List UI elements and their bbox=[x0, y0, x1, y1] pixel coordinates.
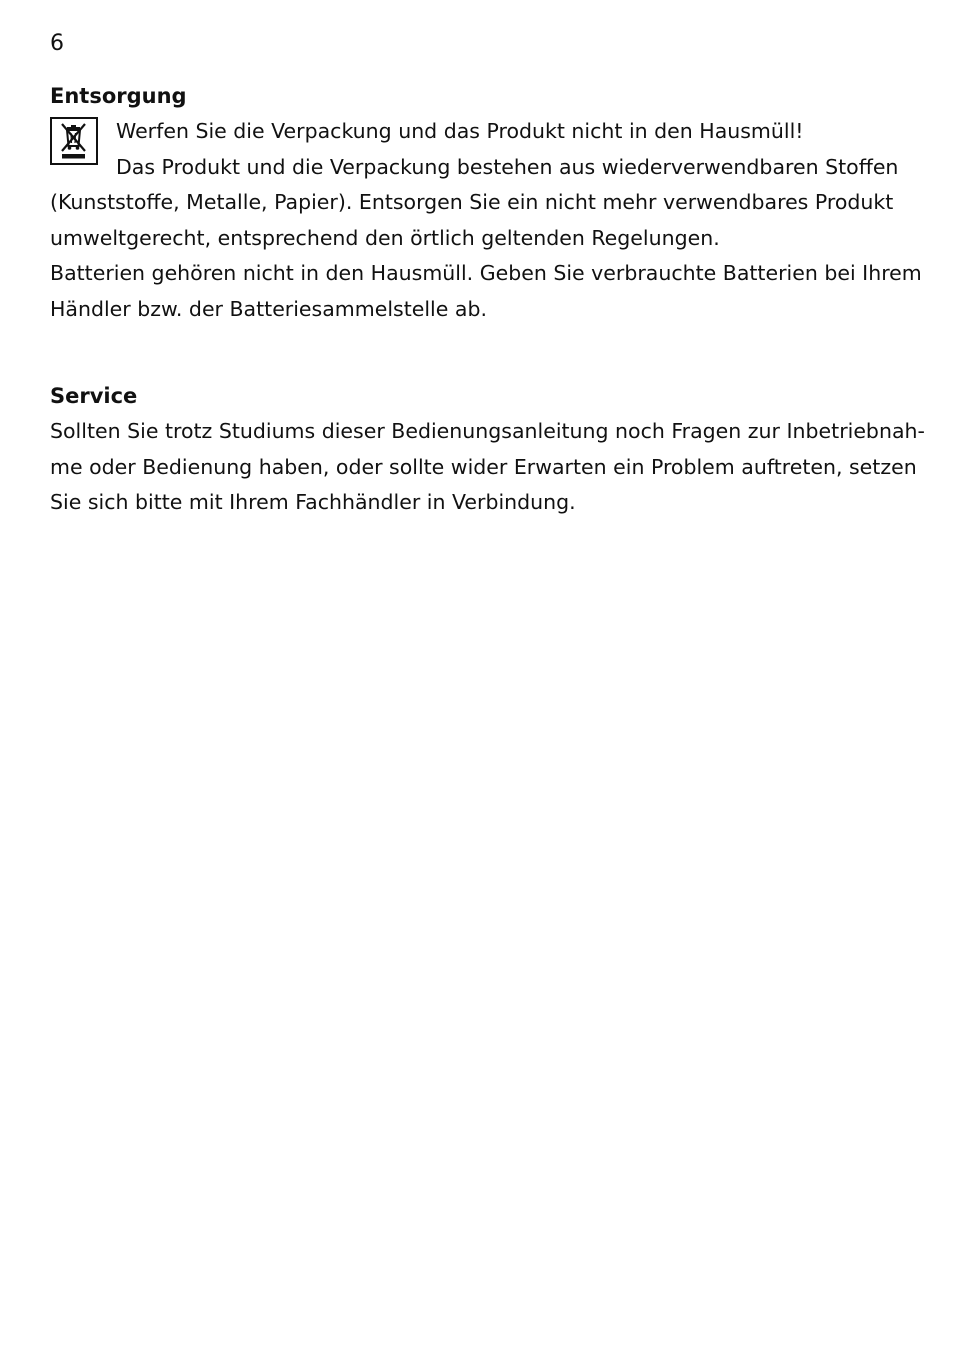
disposal-text bbox=[50, 185, 922, 327]
disposal-section bbox=[50, 82, 922, 327]
crossed-out-bin-icon bbox=[50, 117, 98, 165]
text-line: me oder Bedienung haben, oder sollte wider Erwarten ein Problem auftreten, setzen bbox=[50, 454, 917, 479]
disposal-intro bbox=[50, 114, 905, 185]
disposal-indented-text bbox=[50, 114, 905, 185]
text-line: umweltgerecht, entsprechend den örtlich geltenden Regelungen. bbox=[50, 225, 720, 250]
text-line: Das Produkt und die Verpackung bestehen aus wiederverwendbaren Stoffen bbox=[116, 154, 899, 179]
text-line: Sie sich bitte mit Ihrem Fachhändler in Verbindung. bbox=[50, 490, 576, 514]
text-line: Werfen Sie die Verpackung und das Produkt nicht in den Hausmüll! bbox=[116, 119, 804, 143]
page-number: 6 bbox=[50, 31, 64, 56]
text-line: Batterien gehören nicht in den Hausmüll. Geben Sie verbrauchte Batterien bei Ihrem bbox=[50, 261, 922, 285]
disposal-heading: Entsorgung bbox=[50, 84, 187, 108]
service-text bbox=[50, 414, 925, 521]
text-line: Sollten Sie trotz Studiums dieser Bedienungsanleitung noch Fragen zur Inbetriebnah- bbox=[50, 419, 925, 443]
service-heading: Service bbox=[50, 384, 138, 408]
text-line: Händler bzw. der Batteriesammelstelle ab. bbox=[50, 296, 487, 321]
text-line: (Kunststoffe, Metalle, Papier). Entsorgen Sie ein nicht mehr verwendbares Produkt bbox=[50, 190, 894, 214]
service-section bbox=[50, 382, 925, 521]
